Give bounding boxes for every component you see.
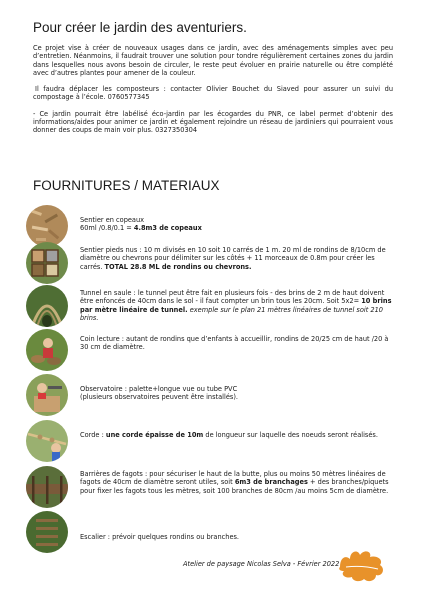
section-title: FOURNITURES / MATERIAUX [33,178,220,193]
item-tunnel-example: exemple sur le plan 21 mètres linéaires de tunnel soit 210 brins. [80,305,383,322]
page-title: Pour créer le jardin des aventuriers. [33,20,247,35]
fagots-fence-image [26,466,68,508]
item-copeaux-formula: 60ml /0.8/0.1 = [80,224,134,233]
item-copeaux-label: Sentier en copeaux [80,216,145,224]
item-sentier-description: Sentier pieds nus : 10 m divisés en 10 soit 10 carrés de 1 m. 20 ml de rondins de 8/10cm de diamètre ou chevrons pour délimiter sur les côtés + 11 morceaux de 0.8m pour créer les carrés. [80,246,386,271]
item-sentier-text [80,246,394,271]
item-fagots-branches: + des branches/piquets pour fixer les fagots tous les mètres, soit 100 branches de 80cm /au moins 5cm de diamètre. [80,478,389,495]
item-tunnel-text [80,289,394,322]
item-coin-lecture [26,329,396,371]
item-barrieres-fagots [26,466,396,508]
item-copeaux-total: 4.8m3 de copeaux [133,224,202,233]
rope-image [26,420,68,462]
item-observatoire-note: (plusieurs observatoires peuvent être installés). [80,393,238,402]
item-corde-text [80,431,394,439]
item-copeaux [26,205,396,247]
intro-paragraph-2: Il faudra déplacer les composteurs : contacter Olivier Bouchet du Siaved pour assurer un suivi du compostage à l’école. 0760577345 [33,85,393,102]
reading-corner-image [26,329,68,371]
item-fagots-description: Barrières de fagots : pour sécuriser le haut de la butte, plus ou moins 50 mètres linéaires de fagots de 40cm de diamètre seront utiles, soit [80,470,386,487]
item-tunnel-description: Tunnel en saule : le tunnel peut être fait en plusieurs fois - des brins de 2 m de haut doivent être enfoncés de 40cm dans le sol - il faut compter un brin tous les 20cm. Soit 5x2= [80,289,385,306]
item-coin-lecture-text: Coin lecture : autant de rondins que d’enfants à accueillir, rondins de 20/25 cm de haut /20 à 30 cm de diamètre. [80,335,389,352]
intro-paragraph-1: Ce projet vise à créer de nouveaux usages dans ce jardin, avec des aménagements simples avec peu d’entretien. Néanmoins, il faudrait trouver une solution pour tondre régulièrement certaines zones du jardin dans lesquelles nous avons besoin de circuler, le reste peut évoluer en prairie naturelle ou être complété avec d’autres plantes pour amener de la couleur. [33,44,393,77]
item-corde-description: de longueur sur laquelle des noeuds seront réalisés. [203,431,378,439]
barefoot-path-image [26,242,68,284]
item-copeaux-quantity [80,224,394,232]
oak-leaf-logo-icon [336,545,388,585]
item-observatoire [26,374,396,416]
item-copeaux-text [80,216,394,233]
intro-paragraph-3: - Ce jardin pourrait être labélisé éco-jardin par les écogardes du PNR, ce label permet d’obtenir des informations/aides pour animer ce jardin et également rejoindre un réseau de jardiniers qui pourraient vous donner des coups de main voir plus. 0327350304 [33,109,393,135]
item-observatoire-description: Observatoire : palette+longue vue ou tube PVC [80,385,238,393]
item-fagots-quantity: 6m3 de branchages [234,478,308,487]
item-escalier-text: Escalier : prévoir quelques rondins ou branches. [80,533,240,541]
item-fagots-text [80,470,394,495]
item-observatoire-text [80,385,394,402]
item-corde [26,420,396,462]
item-corde-label: Corde : [80,431,106,439]
item-tunnel-total: 10 brins par mètre linéaire de tunnel. [80,297,392,314]
item-corde-quantity: une corde épaisse de 10m [105,431,204,439]
footer-credit: Atelier de paysage Nicolas Selva - Février 2022 [183,560,340,568]
willow-tunnel-image [26,285,68,327]
observatory-image [26,374,68,416]
stairs-image [26,511,68,553]
item-sentier-total: TOTAL 28.8 ML de rondins ou chevrons. [104,262,252,271]
intro-text [33,44,393,143]
item-sentier-pieds-nus [26,242,396,284]
wood-chips-image [26,205,68,247]
item-tunnel-saule [26,285,396,327]
